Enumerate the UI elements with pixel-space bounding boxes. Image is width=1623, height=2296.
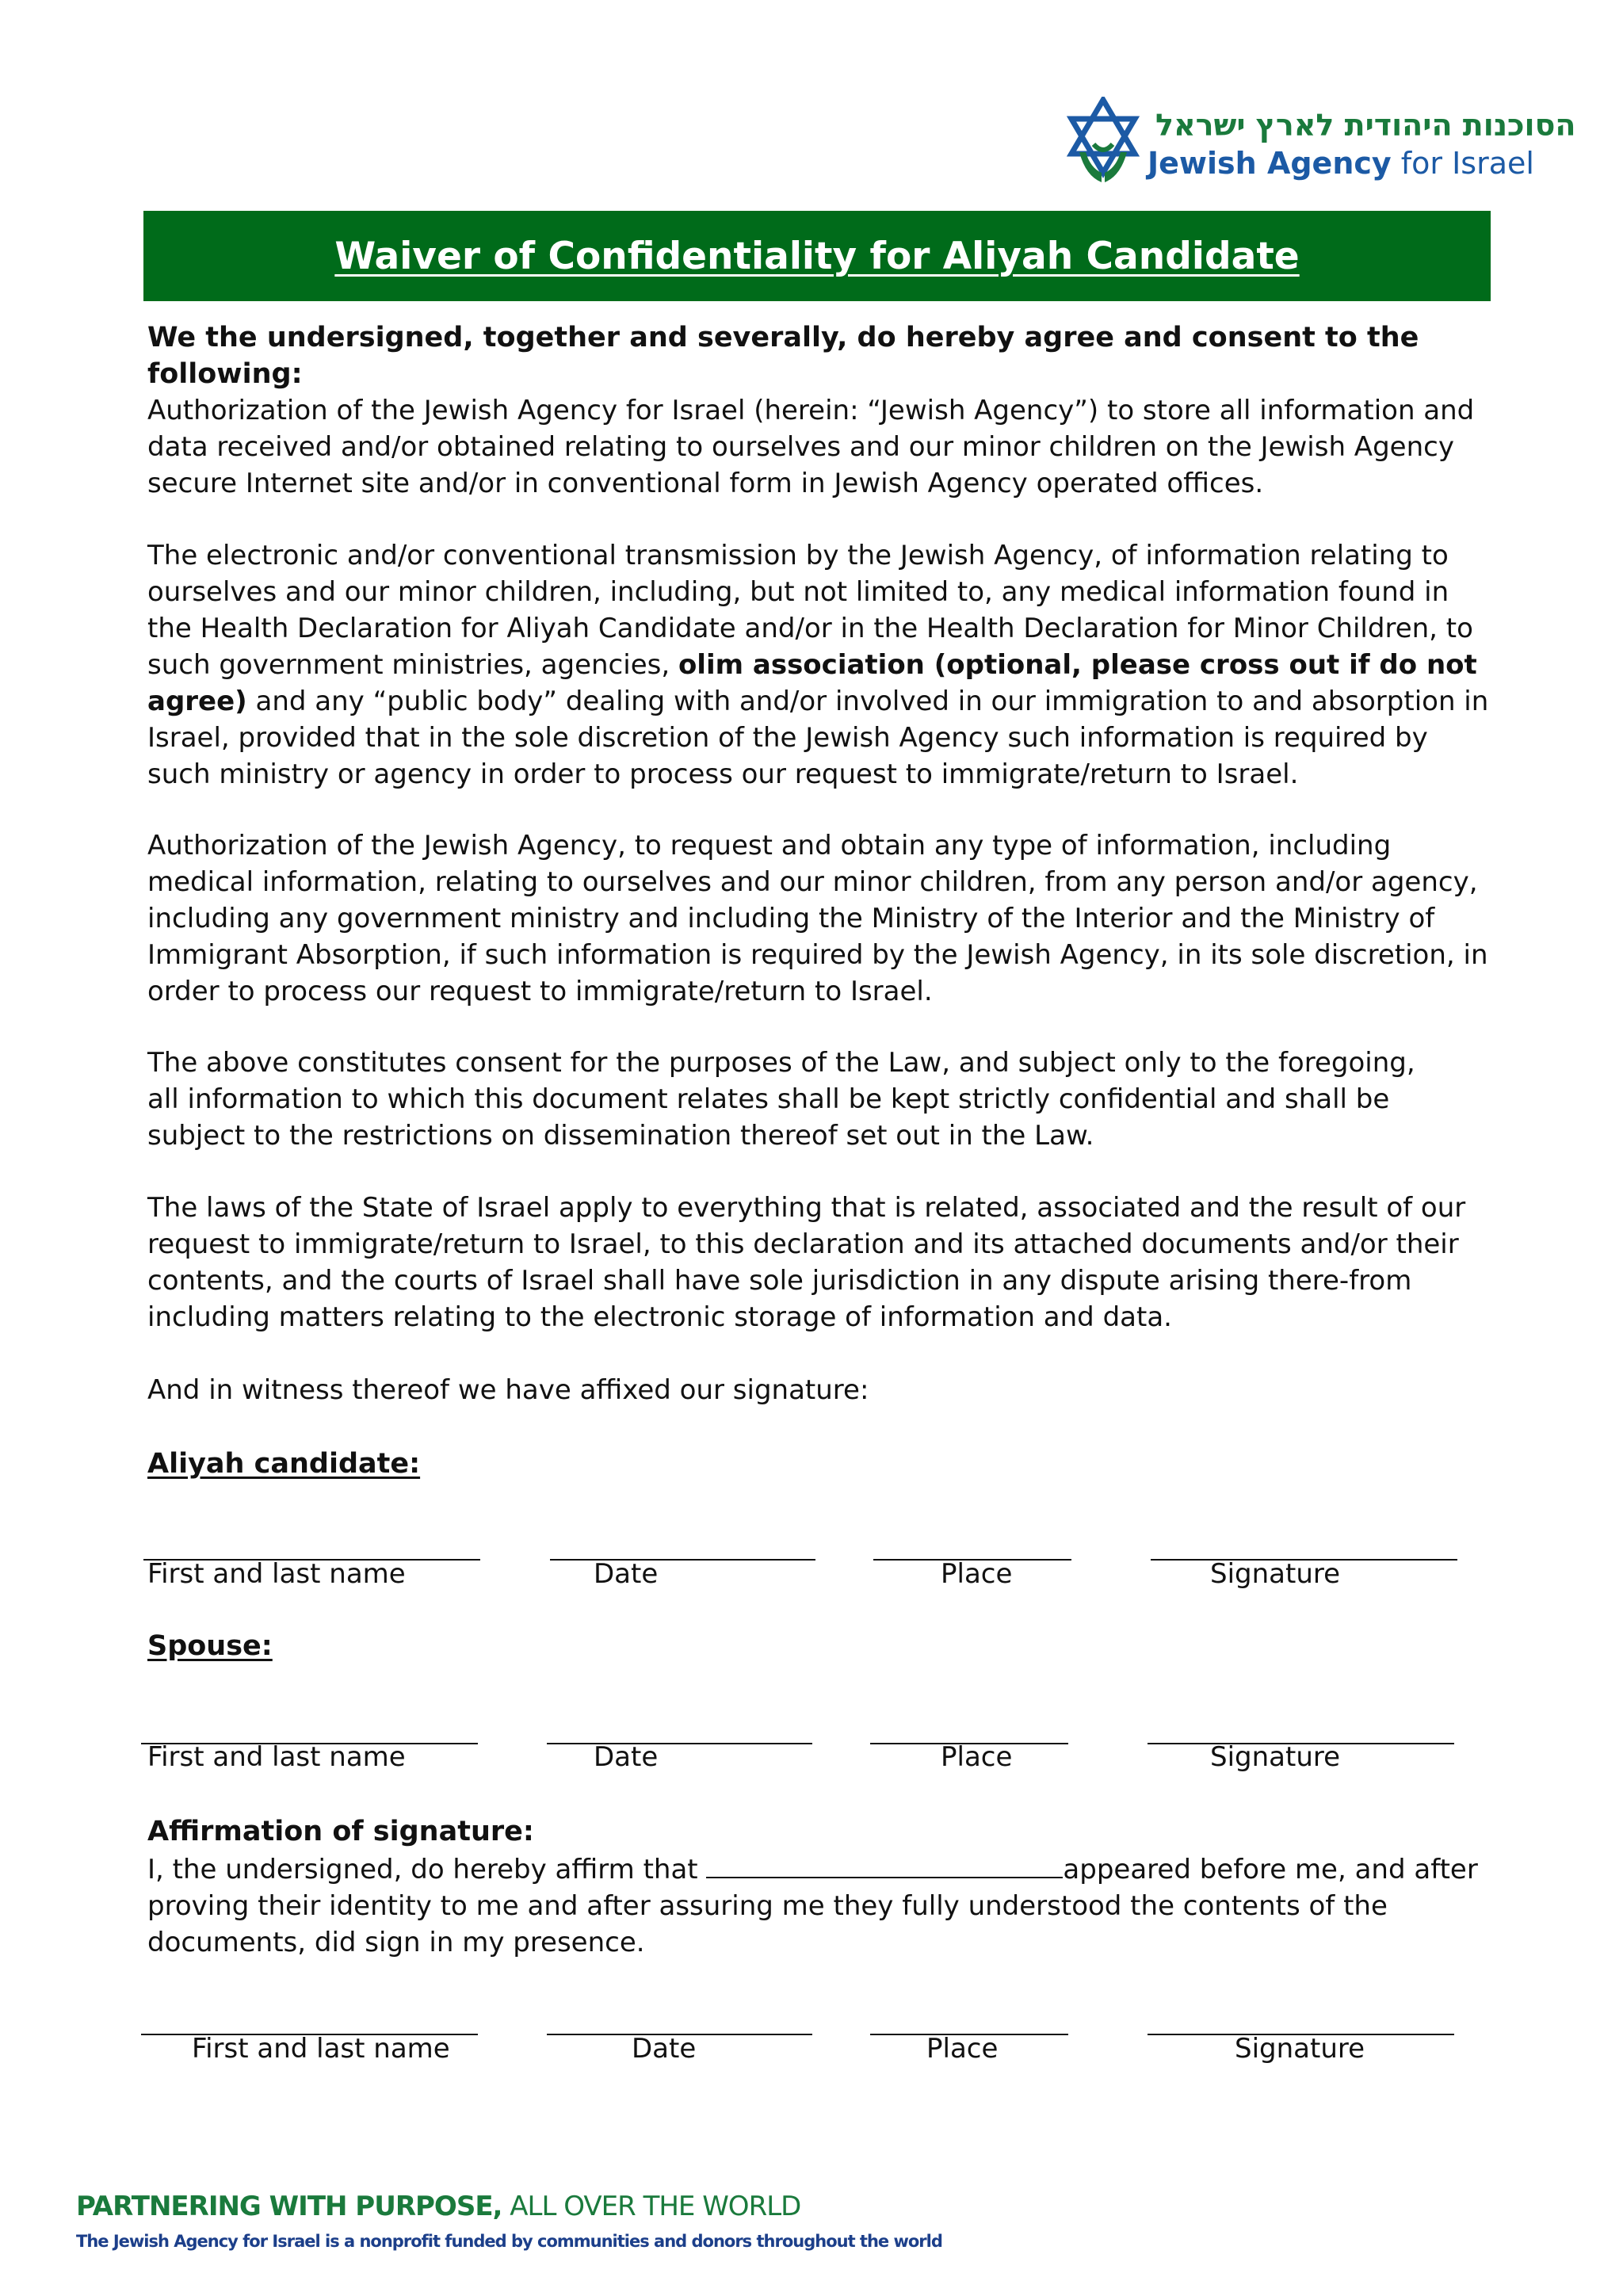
title-bar [143,211,1491,301]
affirmer-date-label: Date [632,2033,697,2065]
footer-subline: The Jewish Agency for Israel is a nonprofit funded by communities and donors throughout the world [76,2232,942,2251]
spouse-heading: Spouse: [147,1630,273,1662]
paragraph-transmission: The electronic and/or conventional transmission by the Jewish Agency, of information relating to ourselves and our minor children, including, but not limited to, any medical information found in the Health Declaration for Aliyah Candidate and/or in the Health Declaration for Minor Children, to such government ministries, agencies, olim association (optional, please cross out if do not agree) and any “public body” dealing with and/or involved in our immigration to and absorption in Israel, provided that in the sole discretion of the Jewish Agency such information is required by such ministry or agency in order to process our request to immigrate/return to Israel. [147,540,1489,790]
candidate-heading: Aliyah candidate: [147,1448,421,1480]
candidate-date-label: Date [594,1558,659,1590]
candidate-place-label: Place [941,1558,1013,1590]
spouse-date-line[interactable] [547,1743,812,1744]
spouse-place-label: Place [941,1741,1013,1773]
paragraph-request-information: Authorization of the Jewish Agency, to request and obtain any type of information, including medical information, relating to ourselves and our minor children, from any person and/or agency, including any government ministry and including the Ministry of the Interior and the Ministry of Immigrant Absorption, if such information is required by the Jewish Agency, in its sole discretion, in order to process our request to immigrate/return to Israel. [147,830,1488,1007]
affirmer-name-label: First and last name [192,2033,450,2065]
olim-association-clause: olim association (optional, please cross out if do not agree) [147,649,1477,717]
page-title: Waiver of Confidentiality for Aliyah Candidate [334,234,1300,278]
affirmer-signature-label: Signature [1235,2033,1365,2065]
paragraph-witness: And in witness thereof we have affixed our signature: [147,1374,869,1406]
spouse-date-label: Date [594,1741,659,1773]
candidate-date-line[interactable] [550,1559,815,1561]
candidate-signature-label: Signature [1210,1558,1341,1590]
affirmed-person-blank[interactable] [706,1855,1063,1878]
org-name-english: Jewish Agency for Israel [1148,146,1534,181]
affirmation-text: I, the undersigned, do hereby affirm that appeared before me, and after proving their identity to me and after assuring me they fully understood the contents of the documents, did sign in my presence. [147,1854,1478,1958]
star-of-david-hands-icon [1062,97,1144,189]
affirmation-heading: Affirmation of signature: [147,1816,534,1847]
paragraph-consent: The above constitutes consent for the purposes of the Law, and subject only to the foregoing, all information to which this document relates shall be kept strictly confidential and shall be subject to the restrictions on dissemination thereof set out in the Law. [147,1047,1415,1152]
candidate-name-label: First and last name [147,1558,406,1590]
affirmer-place-label: Place [926,2033,999,2065]
paragraph-jurisdiction: The laws of the State of Israel apply to everything that is related, associated and the result of our request to immigrate/return to Israel, to this declaration and its attached documents and/or their contents, and the courts of Israel shall have sole jurisdiction in any dispute arising there-from including matters relating to the electronic storage of information and data. [147,1192,1466,1333]
footer-slogan: PARTNERING WITH PURPOSE, ALL OVER THE WORLD [76,2191,801,2222]
paragraph-store-authorization: Authorization of the Jewish Agency for Israel (herein: “Jewish Agency”) to store all information and data received and/or obtained relating to ourselves and our minor children on the Jewish Agency secure Internet site and/or in conventional form in Jewish Agency operated offices. [147,395,1475,499]
intro-statement: We the undersigned, together and severally, do hereby agree and consent to the following: [147,322,1419,390]
org-name-hebrew: הסוכנות היהודית לארץ ישראל [1155,108,1576,143]
spouse-name-label: First and last name [147,1741,406,1773]
spouse-signature-label: Signature [1210,1741,1341,1773]
jewish-agency-logo [1062,94,1576,197]
